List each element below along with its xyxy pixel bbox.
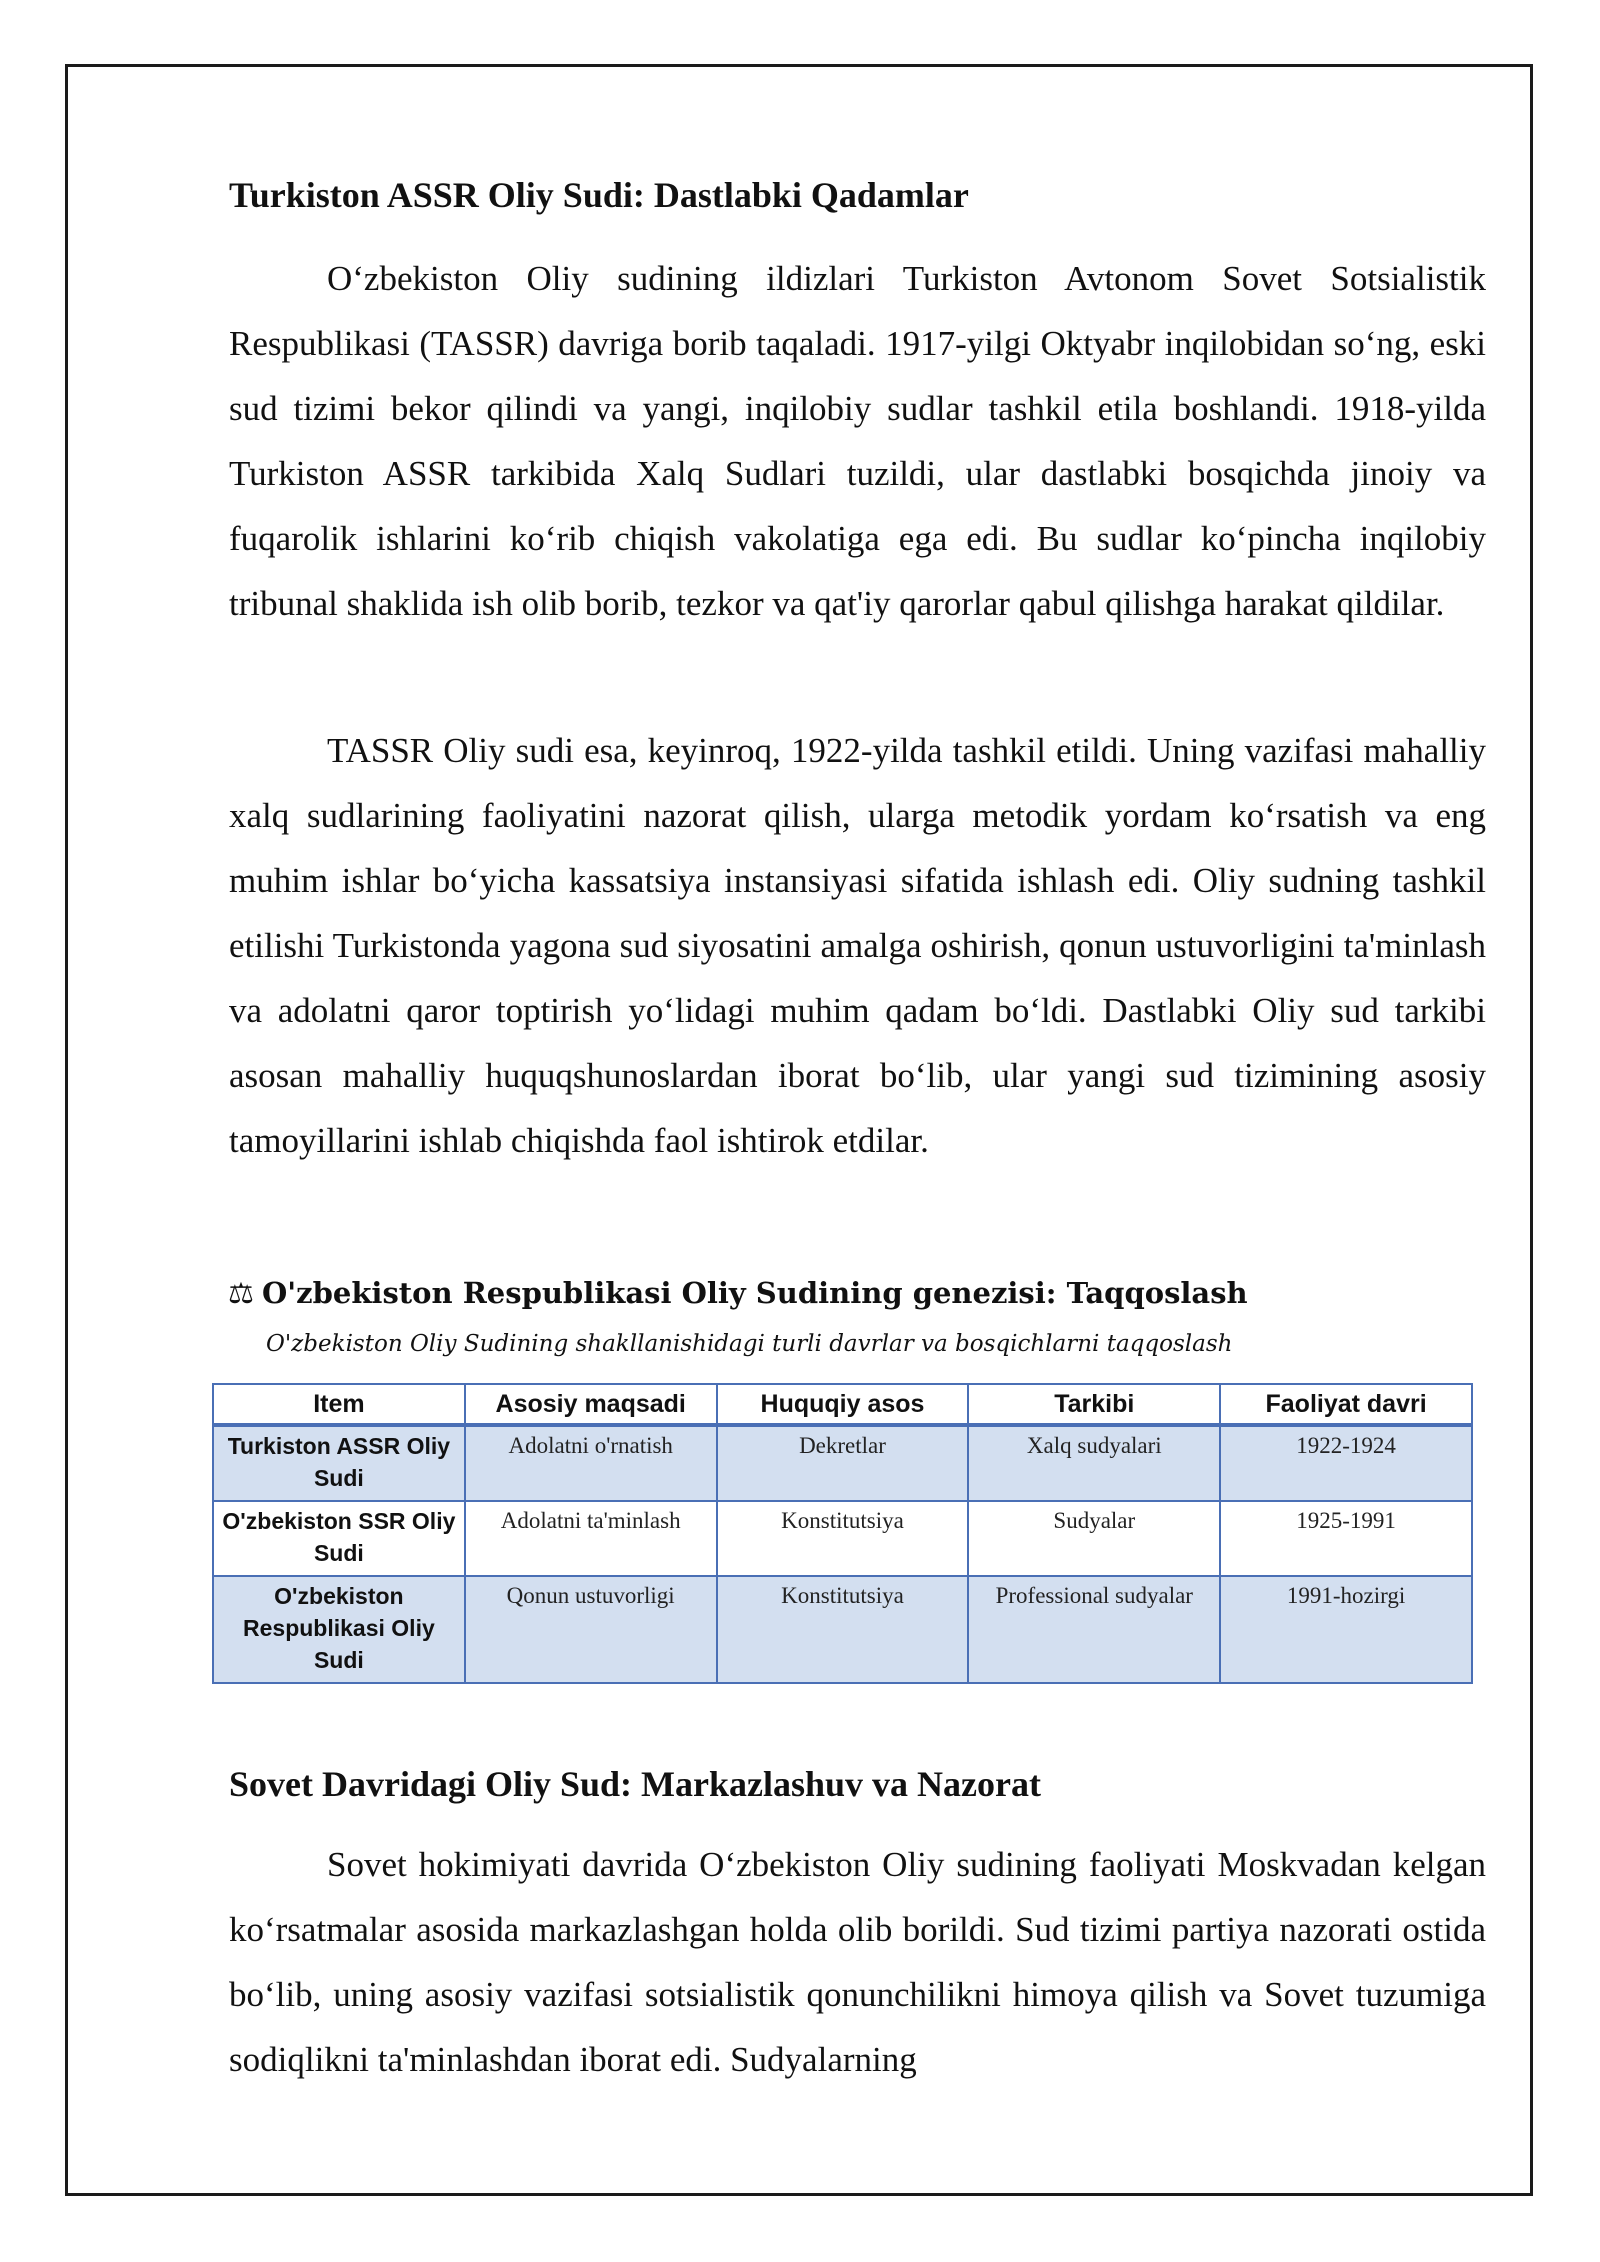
table-cell: Adolatni ta'minlash bbox=[465, 1501, 717, 1576]
body-paragraph: TASSR Oliy sudi esa, keyinroq, 1922-yilda tashkil etildi. Uning vazifasi mahalliy xalq sudlarining faoliyatini nazorat qilish, ularga metodik yordam ko‘rsatish va eng muhim ishlar bo‘yicha kassatsiya instansiyasi sifatida ishlash edi. Oliy sudning tashkil etilishi Turkistonda yagona sud siyosatini amalga oshirish, qonun ustuvorligini ta'minlash va adolatni qaror toptirish yo‘lidagi muhim qadam bo‘ldi. Dastlabki Oliy sud tarkibi asosan mahalliy huquqshunoslardan iborat bo‘lib, ular yangi sud tizimining asosiy tamoyillarini ishlab chiqishda faol ishtirok etdilar. bbox=[229, 731, 1486, 1160]
table-cell: Qonun ustuvorligi bbox=[465, 1576, 717, 1683]
body-paragraph: Sovet hokimiyati davrida O‘zbekiston Oliy sudining faoliyati Moskvadan kelgan ko‘rsatmalar asosida markazlashgan holda olib borildi. Sud tizimi partiya nazorati ostida bo‘lib, uning asosiy vazifasi sotsialistik qonunchilikni himoya qilish va Sovet tuzumiga sodiqlikni ta'minlashdan iborat edi. Sudyalarning bbox=[229, 1845, 1486, 2079]
header-item: Item bbox=[213, 1384, 465, 1425]
section-heading-turkiston-assr: Turkiston ASSR Oliy Sudi: Dastlabki Qadamlar bbox=[229, 175, 969, 215]
comparison-table-block bbox=[212, 1273, 1477, 1684]
header-huquqiy-asos: Huquqiy asos bbox=[717, 1384, 969, 1425]
header-faoliyat-davri: Faoliyat davri bbox=[1220, 1384, 1472, 1425]
header-asosiy-maqsadi: Asosiy maqsadi bbox=[465, 1384, 717, 1425]
table-cell: 1925-1991 bbox=[1220, 1501, 1472, 1576]
table-cell: Sudyalar bbox=[968, 1501, 1220, 1576]
body-paragraph: O‘zbekiston Oliy sudining ildizlari Turkiston Avtonom Sovet Sotsialistik Respublikasi (TASSR) davriga borib taqaladi. 1917-yilgi Oktyabr inqilobidan so‘ng, eski sud tizimi bekor qilindi va yangi, inqilobiy sudlar tashkil etila boshlandi. 1918-yilda Turkiston ASSR tarkibida Xalq Sudlari tuzildi, ular dastlabki bosqichda jinoiy va fuqarolik ishlarini ko‘rib chiqish vakolatiga ega edi. Bu sudlar ko‘pincha inqilobiy tribunal shaklida ish olib borib, tezkor va qat'iy qarorlar qabul qilishga harakat qildilar. bbox=[229, 259, 1486, 623]
table-cell: O'zbekiston SSR Oliy Sudi bbox=[213, 1501, 465, 1576]
table-cell: Professional sudyalar bbox=[968, 1576, 1220, 1683]
table-cell: O'zbekiston Respublikasi Oliy Sudi bbox=[213, 1576, 465, 1683]
table-cell: Adolatni o'rnatish bbox=[465, 1425, 717, 1501]
comparison-table bbox=[212, 1383, 1473, 1684]
table-row bbox=[213, 1576, 1472, 1683]
table-title bbox=[228, 1273, 1477, 1313]
table-cell: Konstitutsiya bbox=[717, 1576, 969, 1683]
section-heading-sovet-davri: Sovet Davridagi Oliy Sud: Markazlashuv va Nazorat bbox=[229, 1764, 1042, 1804]
table-row bbox=[213, 1501, 1472, 1576]
scales-icon: ⚖ bbox=[228, 1276, 254, 1310]
table-cell: Turkiston ASSR Oliy Sudi bbox=[213, 1425, 465, 1501]
table-header-row bbox=[213, 1384, 1472, 1425]
table-cell: Konstitutsiya bbox=[717, 1501, 969, 1576]
table-title-text: O'zbekiston Respublikasi Oliy Sudining genezisi: Taqqoslash bbox=[262, 1276, 1248, 1310]
table-row bbox=[213, 1425, 1472, 1501]
table-cell: Xalq sudyalari bbox=[968, 1425, 1220, 1501]
table-cell: 1991-hozirgi bbox=[1220, 1576, 1472, 1683]
header-tarkibi: Tarkibi bbox=[968, 1384, 1220, 1425]
table-cell: 1922-1924 bbox=[1220, 1425, 1472, 1501]
table-cell: Dekretlar bbox=[717, 1425, 969, 1501]
table-subtitle: O'zbekiston Oliy Sudining shakllanishidagi turli davrlar va bosqichlarni taqqoslash bbox=[266, 1331, 1233, 1357]
